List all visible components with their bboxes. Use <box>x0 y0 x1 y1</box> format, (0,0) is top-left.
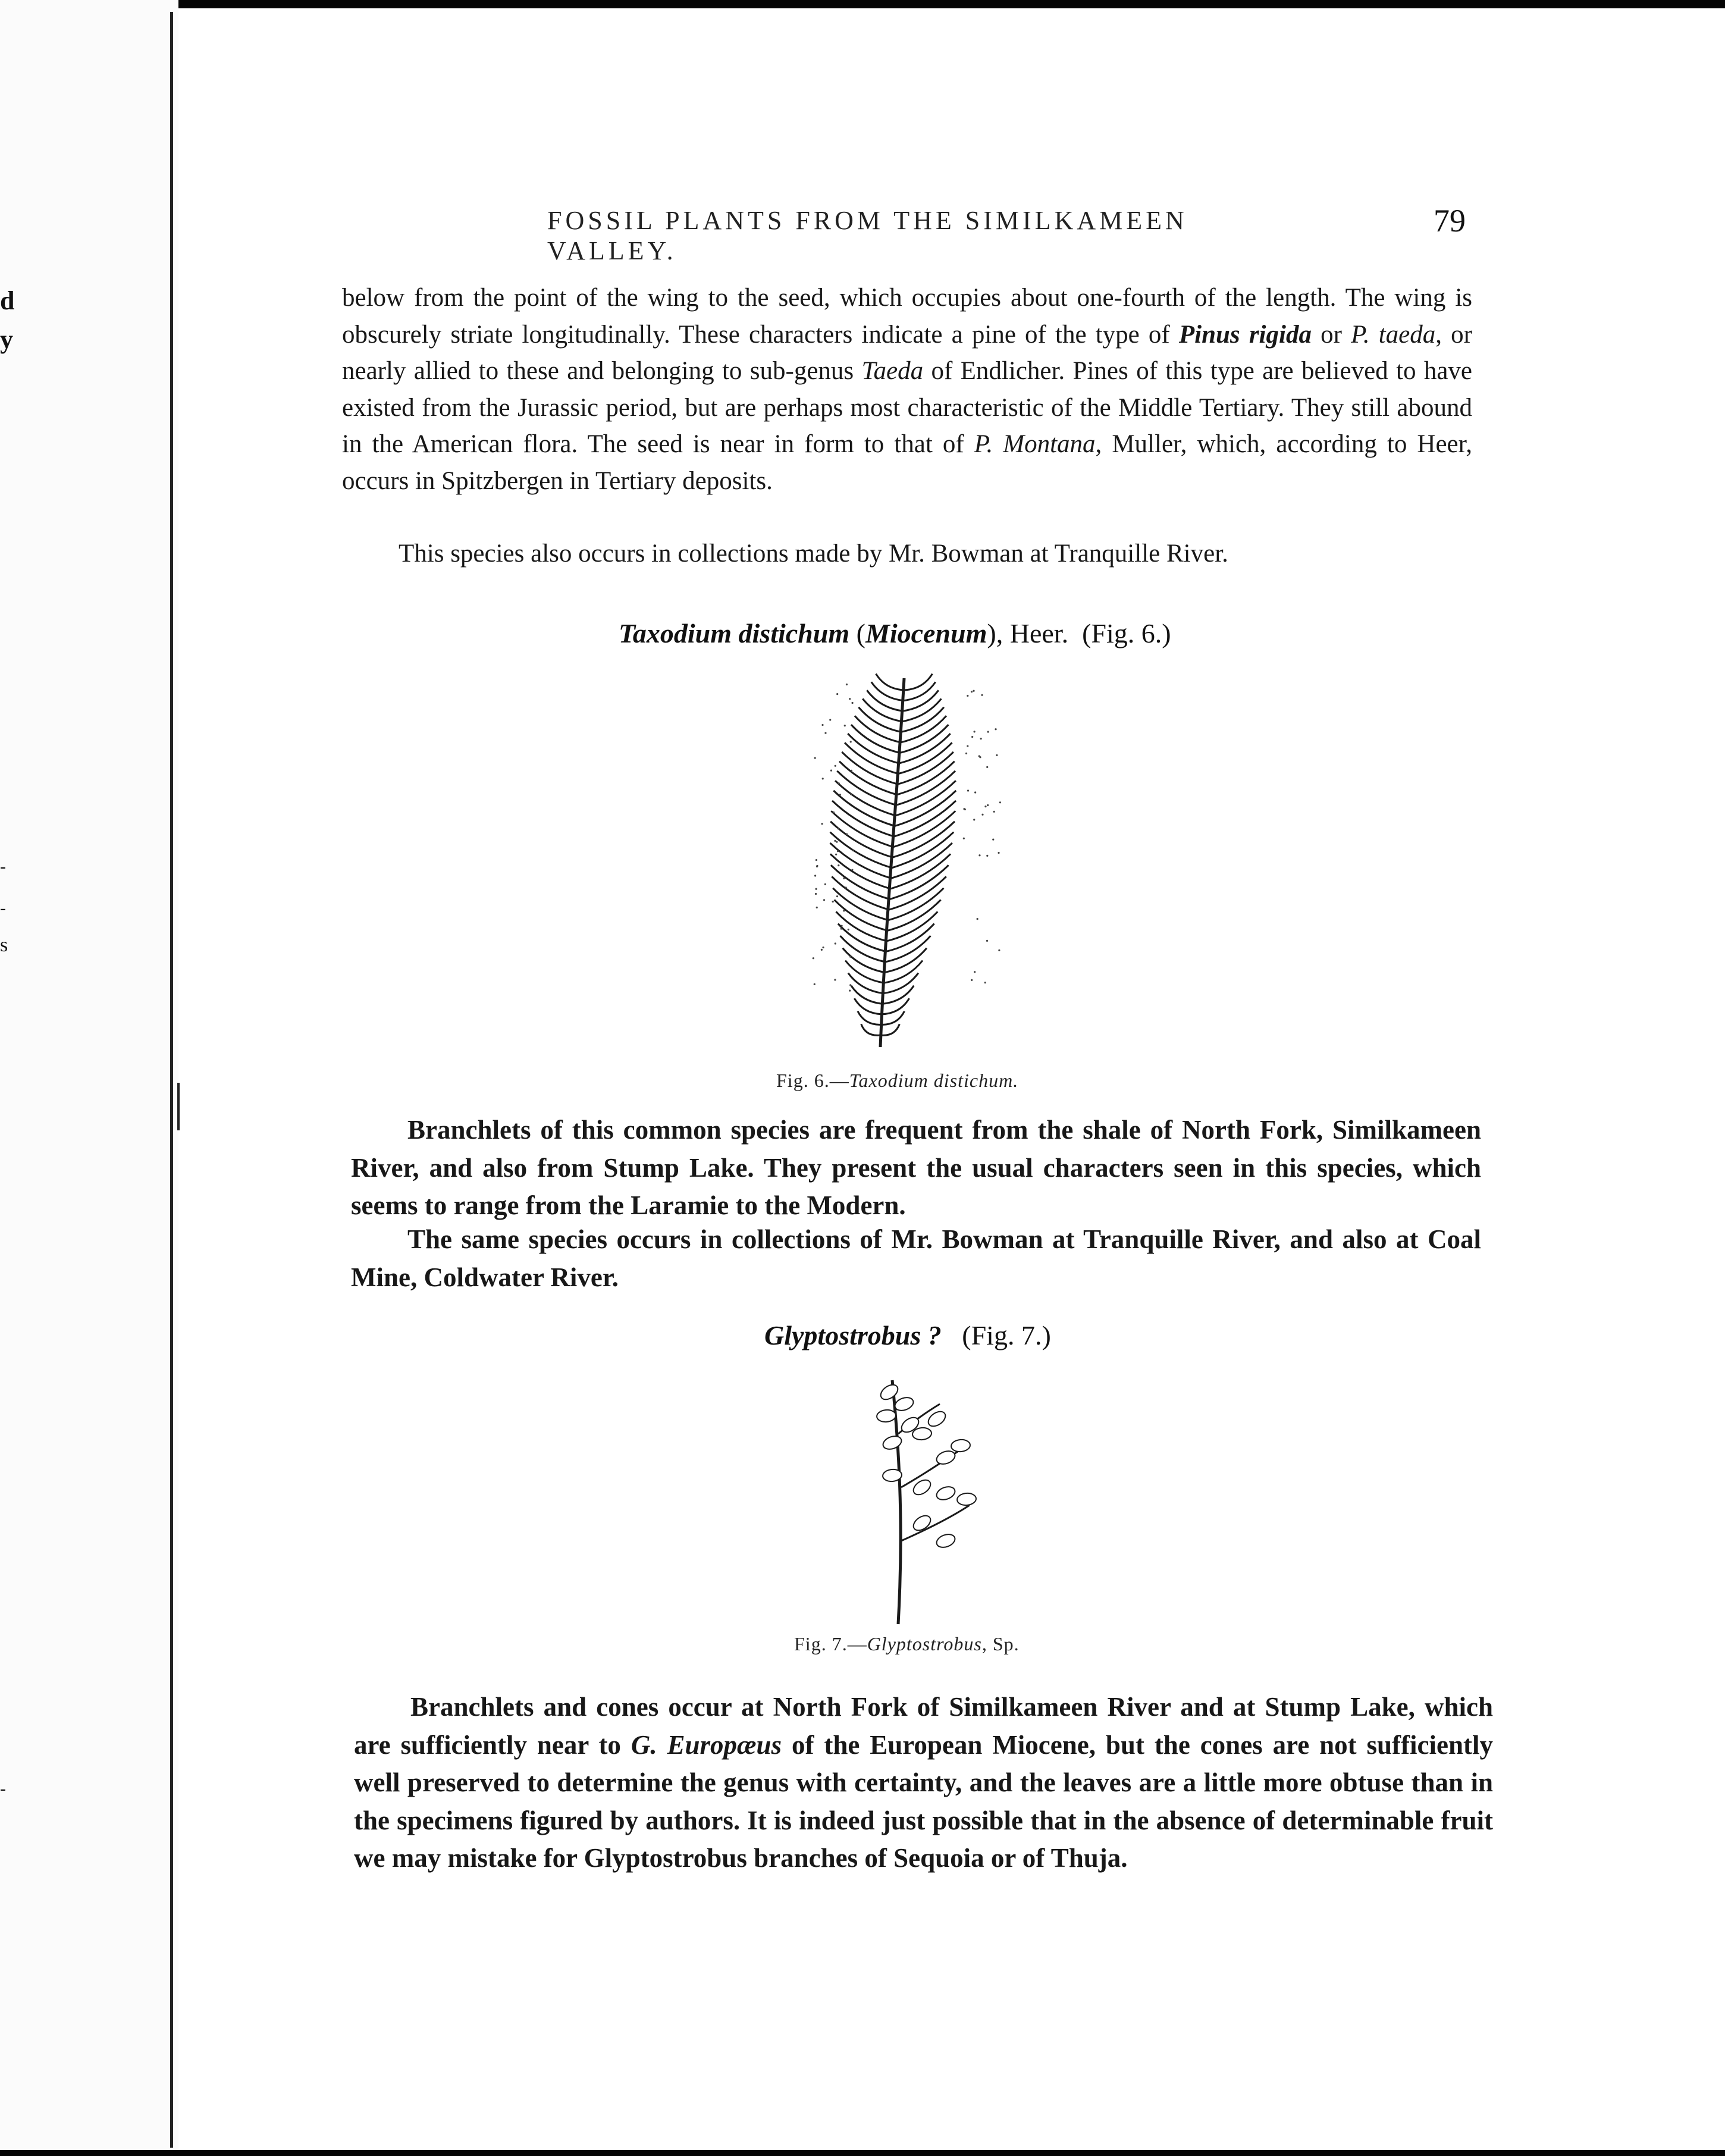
speckle-dot <box>830 769 832 771</box>
bleed-letter: s <box>0 934 8 956</box>
bleed-letter: d <box>0 286 15 315</box>
leaflet-stroke <box>836 911 886 941</box>
paragraph: below from the point of the wing to the seed, which occupies about one-fourth of the length. The wing is obscurely striate longitudinally. These characters indicate a pine of the type of Pinus rigida or P. taeda, or nearly allied to these and belonging to sub-genus Taeda of Endlicher. Pines of this type are believed to have existed from the Jurassic period, but are perhaps most characteristic of the Middle Tertiary. They still abound in the American flora. The seed is near in form to that of P. Montana, Muller, which, according to Heer, occurs in Spitzbergen in Tertiary deposits. <box>342 284 1473 495</box>
page-gutter-mark <box>177 1083 180 1130</box>
speckle-dot <box>984 806 986 807</box>
leaflet-stroke <box>904 674 932 690</box>
leaflet-stroke <box>845 742 898 773</box>
previous-page-margin <box>0 0 178 2156</box>
speckle-dot <box>816 859 817 861</box>
speckle-dot <box>974 971 976 973</box>
speckle-dot <box>992 839 994 841</box>
paragraph: Branchlets and cones occur at North Fork of Similkameen River and at Stump Lake, which are sufficiently near to G. Europæus of the European Miocene, but the cones are not sufficiently well preserved to determine the genus with certainty, and the leaves are a little more obtuse than in the specimens figured by authors. It is indeed just possible that in the absence of determinable fruit we may mistake for Glyptostrobus branches of Sequoia or of Thuja. <box>354 1692 1493 1873</box>
speckle-dot <box>843 878 845 879</box>
speckle-dot <box>987 731 989 733</box>
cone-mark <box>911 1513 933 1534</box>
speckle-dot <box>839 794 841 795</box>
scan-top-border <box>0 0 1725 8</box>
leaflet-stroke <box>848 734 899 763</box>
speckle-dot <box>822 778 824 779</box>
speckle-dot <box>973 819 975 820</box>
speckle-dot <box>963 838 965 839</box>
speckle-dot <box>843 910 845 911</box>
paragraph: This species also occurs in collections made by Mr. Bowman at Tranquille River. <box>399 540 1228 568</box>
page-gutter-edge <box>170 12 173 2148</box>
leaflet-stroke <box>886 924 934 952</box>
speckle-dot <box>846 833 848 835</box>
species-heading: Glyptostrobus ? (Fig. 7.) <box>764 1320 1051 1350</box>
speckle-dot <box>816 907 818 908</box>
speckle-dot <box>980 738 982 739</box>
speckle-dot <box>974 731 976 732</box>
speckle-dot <box>844 725 846 726</box>
speckle-dot <box>814 875 816 876</box>
speckle-dot <box>851 702 853 704</box>
speckle-dot <box>849 989 851 991</box>
speckle-dot <box>986 766 988 768</box>
speckle-dot <box>836 895 838 897</box>
scan-bottom-border <box>0 2150 1725 2156</box>
speckle-dot <box>971 736 973 738</box>
speckle-dot <box>824 883 826 885</box>
speckle-dot <box>821 724 823 726</box>
speckle-dot <box>815 888 817 890</box>
speckle-dot <box>836 841 838 843</box>
speckle-dot <box>849 984 851 986</box>
speckle-dot <box>824 732 826 734</box>
cone-mark <box>935 1484 957 1502</box>
speckle-dot <box>850 793 852 795</box>
cone-mark <box>935 1532 957 1550</box>
speckle-dot <box>986 855 988 857</box>
species-heading: Taxodium distichum (Miocenum), Heer. (Fig. 6.) <box>619 618 1171 648</box>
speckle-dot <box>816 865 818 867</box>
speckle-dot <box>835 765 836 767</box>
cone-mark <box>951 1439 971 1453</box>
bleed-letter: - <box>0 1779 6 1798</box>
speckle-dot <box>823 899 825 901</box>
leaflet-stroke <box>880 1024 899 1035</box>
speckle-dot <box>995 728 996 730</box>
speckle-dot <box>846 684 848 685</box>
speckle-dot <box>813 957 814 959</box>
speckle-dot <box>829 719 831 720</box>
cone-mark <box>878 1382 901 1403</box>
leaflet-stroke <box>842 752 898 784</box>
speckle-dot <box>834 979 836 980</box>
speckle-dot <box>993 811 995 813</box>
speckle-dot <box>979 756 981 758</box>
glyptostrobus-fossil-figure <box>857 1368 993 1630</box>
leaflet-stroke <box>898 742 952 773</box>
paragraph: Branchlets of this common species are frequent from the shale of North Fork, Similkameen River, and also from Stump Lake. They present the usual characters seen in this species, which seems to range from the Laramie to the Modern. <box>351 1115 1481 1220</box>
speckle-dot <box>986 940 988 942</box>
speckle-dot <box>965 753 967 754</box>
speckle-dot <box>981 694 983 696</box>
speckle-dot <box>814 983 816 985</box>
speckle-dot <box>834 840 836 842</box>
speckle-dot <box>998 949 1000 951</box>
speckle-dot <box>996 754 998 756</box>
speckle-dot <box>821 823 823 825</box>
speckle-dot <box>987 804 989 806</box>
speckle-dot <box>835 854 837 855</box>
leaflet-stroke <box>900 725 949 753</box>
speckle-dot <box>971 979 973 981</box>
taxodium-fossil-figure <box>809 666 1005 1059</box>
bleed-letter: y <box>0 325 13 354</box>
figure-caption: Fig. 6.—Taxodium distichum. <box>776 1070 1019 1091</box>
bleed-letter: - <box>0 857 6 876</box>
running-header: FOSSIL PLANTS FROM THE SIMILKAMEEN VALLEY. <box>547 206 1188 265</box>
paragraph: The same species occurs in collections of Mr. Bowman at Tranquille River, and also at Coal Mine, Coldwater River. <box>351 1224 1481 1292</box>
speckle-dot <box>821 949 823 951</box>
speckle-dot <box>837 850 839 852</box>
speckle-dot <box>838 782 840 784</box>
speckle-dot <box>833 811 835 813</box>
leaflet-stroke <box>839 762 897 795</box>
speckle-dot <box>851 770 852 772</box>
figure-caption: Fig. 7.—Glyptostrobus, Sp. <box>794 1633 1020 1654</box>
leaflet-stroke <box>848 973 883 994</box>
speckle-dot <box>967 695 968 697</box>
speckle-dot <box>832 901 834 902</box>
page-number: 79 <box>1434 203 1466 239</box>
bleed-letter: - <box>0 898 6 918</box>
speckle-dot <box>852 850 854 851</box>
speckle-dot <box>851 869 853 871</box>
speckle-dot <box>850 741 852 742</box>
cone-mark <box>876 1409 896 1423</box>
speckle-dot <box>973 690 974 692</box>
leaflet-stroke <box>837 771 896 806</box>
speckle-dot <box>984 982 986 983</box>
speckle-dot <box>981 814 983 816</box>
cone-mark <box>956 1493 977 1506</box>
speckle-dot <box>838 864 839 866</box>
leaflet-stroke <box>833 888 888 920</box>
speckle-dot <box>974 791 976 793</box>
speckle-dot <box>849 956 851 958</box>
speckle-dot <box>849 698 851 700</box>
speckle-dot <box>845 886 847 888</box>
speckle-dot <box>835 942 836 944</box>
speckle-dot <box>840 927 842 929</box>
leaflet-stroke <box>899 734 951 763</box>
speckle-dot <box>977 918 978 920</box>
speckle-dot <box>815 893 817 895</box>
speckle-dot <box>971 691 973 692</box>
leaflet-stroke <box>861 1024 880 1035</box>
speckle-dot <box>978 854 980 856</box>
speckle-dot <box>848 929 849 930</box>
speckle-dot <box>964 808 966 810</box>
speckle-dot <box>967 745 968 747</box>
speckle-dot <box>814 757 816 759</box>
speckle-dot <box>836 693 838 695</box>
speckle-dot <box>838 828 839 829</box>
leaflet-stroke <box>883 973 918 994</box>
speckle-dot <box>967 789 969 791</box>
speckle-dot <box>998 852 999 854</box>
cone-mark <box>882 1434 904 1452</box>
speckle-dot <box>822 947 824 948</box>
leaflet-stroke <box>876 674 904 690</box>
speckle-dot <box>999 801 1001 803</box>
speckle-dot <box>840 925 842 927</box>
